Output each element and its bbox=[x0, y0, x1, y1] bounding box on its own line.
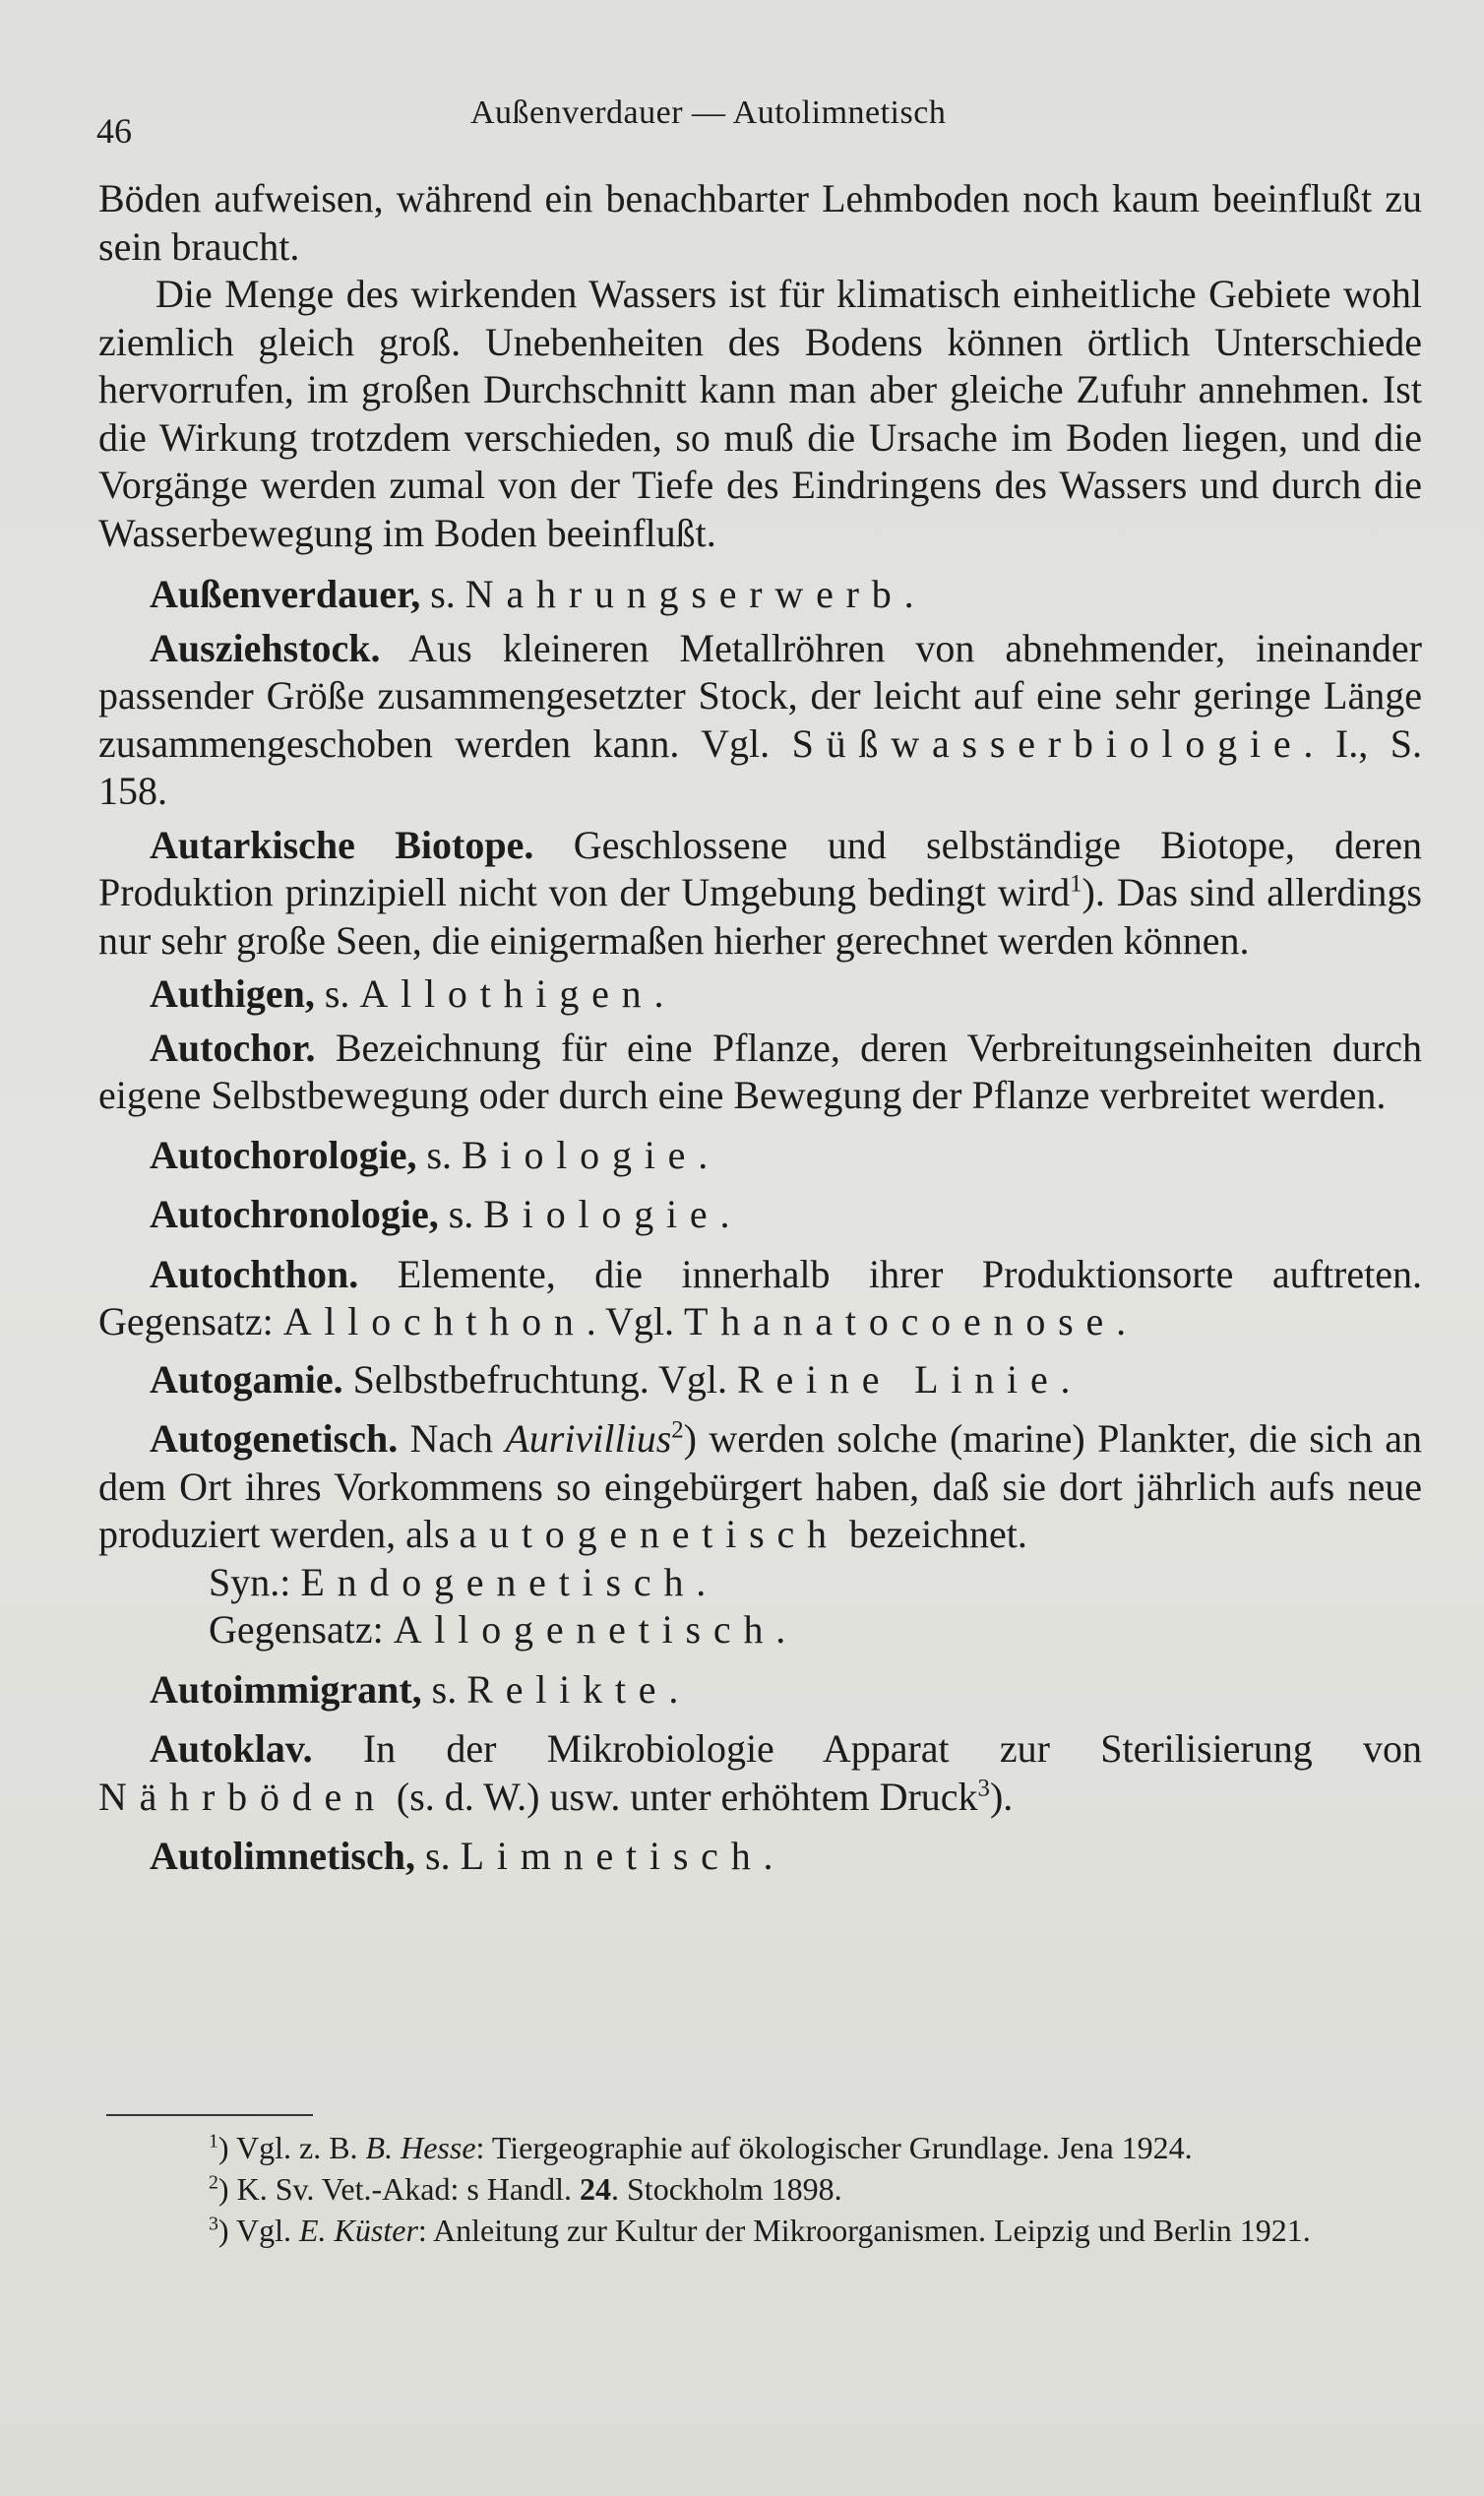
footnote-1 bbox=[98, 2130, 1422, 2165]
entry-authigen bbox=[98, 970, 1422, 1019]
entry-text: . Vgl. bbox=[586, 1299, 684, 1343]
footnote-number: 2 bbox=[209, 2171, 218, 2194]
volume-number: 24 bbox=[580, 2171, 611, 2207]
author-name: E. Küster bbox=[299, 2213, 418, 2248]
entry-autoklav bbox=[98, 1725, 1422, 1821]
entry-text: Elemente, die innerhalb ihrer Produktionsorte auftreten. Gegensatz: bbox=[98, 1251, 1422, 1343]
synonym-line bbox=[98, 1559, 1422, 1607]
entry-text: . bbox=[1116, 1299, 1127, 1343]
entry-autochor bbox=[98, 1025, 1422, 1120]
footnote-text: ) Vgl. bbox=[217, 2213, 299, 2248]
entry-autarkische-biotope bbox=[98, 822, 1422, 966]
entry-autogenetisch bbox=[98, 1415, 1422, 1559]
entry-text: . I., S. 158. bbox=[98, 720, 1422, 813]
entry-lemma: Autoklav. bbox=[150, 1726, 313, 1771]
footnote-number: 3 bbox=[209, 2213, 218, 2235]
entry-text: s. bbox=[438, 1192, 484, 1236]
entry-text: . bbox=[719, 1192, 730, 1236]
footnote-marker: 1 bbox=[1070, 870, 1082, 898]
entry-text: . bbox=[653, 971, 664, 1016]
footnote-marker: 2 bbox=[671, 1416, 684, 1444]
cross-reference: Biologie bbox=[462, 1132, 699, 1177]
page-header bbox=[96, 94, 1427, 151]
running-title: Außenverdauer — Autolimnetisch bbox=[470, 94, 947, 131]
entry-text: In der Mikrobiologie Apparat zur Sterilisierung von bbox=[312, 1726, 1422, 1771]
footnote-text: ) K. Sv. Vet.-Akad: s Handl. bbox=[217, 2171, 580, 2207]
entry-text: Bezeichnung für eine Pflanze, deren Verbreitungseinheiten durch eigene Selbstbewegung oder durch eine Bewegung der Pflanze verbreitet werden. bbox=[98, 1025, 1422, 1117]
entry-text: . bbox=[1060, 1356, 1071, 1402]
cross-reference: autogenetisch bbox=[459, 1512, 839, 1556]
entry-text: . bbox=[668, 1666, 679, 1712]
entry-text: s. bbox=[416, 1132, 463, 1177]
entry-text: bezeichnet. bbox=[838, 1512, 1027, 1556]
entry-lemma: Authigen, bbox=[150, 971, 315, 1016]
entry-text: s. bbox=[421, 1666, 467, 1712]
footnote-rule bbox=[106, 2114, 313, 2116]
entry-autogamie bbox=[98, 1356, 1422, 1404]
footnote-marker: 3 bbox=[977, 1775, 990, 1802]
author-name: Aurivillius bbox=[505, 1416, 672, 1461]
footnote-text: : Anleitung zur Kultur der Mikroorganismen. Leipzig und Berlin 1921. bbox=[417, 2213, 1311, 2248]
entry-text: s. bbox=[420, 572, 465, 616]
entry-text: Aus kleineren Metallröhren von abnehmender, ineinander passender Größe zusammengesetzter Stock, der leicht auf eine sehr geringe Länge zusammengeschoben werden kann. Vgl. bbox=[98, 625, 1422, 766]
entry-autochronologie bbox=[98, 1191, 1422, 1239]
footnote-number: 1 bbox=[209, 2130, 218, 2153]
entry-text: Nach bbox=[398, 1416, 506, 1461]
page-body bbox=[98, 175, 1422, 1881]
entry-lemma: Außenverdauer, bbox=[150, 572, 421, 616]
entry-text: ). Das sind allerdings nur sehr große Seen, die einigermaßen hierher gerechnet werden können. bbox=[98, 870, 1422, 963]
cross-reference: Allochthon bbox=[282, 1299, 587, 1343]
entry-text: . bbox=[903, 572, 914, 616]
entry-text: (s. d. W.) usw. unter erhöhtem Druck bbox=[386, 1774, 978, 1819]
entry-text: Selbstbefruchtung. Vgl. bbox=[342, 1356, 737, 1402]
page-number: 46 bbox=[96, 111, 132, 151]
cross-reference: Nahrungserwerb bbox=[464, 572, 904, 616]
antonym-line bbox=[98, 1606, 1422, 1654]
entry-text: ). bbox=[989, 1774, 1014, 1819]
footnote-3 bbox=[98, 2213, 1422, 2248]
cross-reference: Reine Linie bbox=[736, 1356, 1061, 1402]
footnote-text: ) Vgl. z. B. bbox=[217, 2130, 366, 2165]
entry-lemma: Autogamie. bbox=[150, 1356, 343, 1402]
entry-text: s. bbox=[415, 1834, 461, 1878]
entry-lemma: Autolimnetisch, bbox=[150, 1834, 415, 1878]
cross-reference: Limnetisch bbox=[460, 1834, 764, 1878]
entry-lemma: Autochorologie, bbox=[150, 1132, 417, 1177]
intro-paragraph-2: Die Menge des wirkenden Wassers ist für klimatisch einheitliche Gebiete wohl ziemlich gleich groß. Unebenheiten des Bodens können örtlich Unterschiede hervorrufen, im großen Durchschnitt kann man aber gleiche Zufuhr annehmen. Ist die Wirkung trotzdem verschieden, so muß die Ursache im Boden liegen, und die Vorgänge werden zumal von der Tiefe des Eindringens des Wassers und durch die Wasserbewegung im Boden beeinflußt. bbox=[98, 272, 1422, 555]
cross-reference: Relikte bbox=[466, 1666, 669, 1712]
entry-autolimnetisch bbox=[98, 1833, 1422, 1881]
cross-reference: Süßwasserbiologie bbox=[791, 720, 1304, 766]
entry-text: . bbox=[698, 1132, 709, 1177]
cross-reference: Endogenetisch bbox=[300, 1559, 697, 1604]
footnotes bbox=[98, 2114, 1422, 2254]
author-name: B. Hesse bbox=[365, 2130, 476, 2165]
entry-lemma: Autochor. bbox=[150, 1025, 316, 1070]
synonym-label: Syn.: bbox=[209, 1559, 301, 1604]
footnote-2 bbox=[98, 2171, 1422, 2207]
entry-text: . bbox=[775, 1607, 786, 1652]
entry-lemma: Autochronologie, bbox=[150, 1192, 439, 1236]
entry-autochthon bbox=[98, 1251, 1422, 1346]
cross-reference: Thanatocoenose bbox=[683, 1299, 1117, 1343]
cross-reference: Allothigen bbox=[359, 971, 654, 1016]
entry-text: . bbox=[763, 1834, 773, 1878]
entry-lemma: Autarkische Biotope. bbox=[150, 822, 534, 867]
entry-text: . bbox=[696, 1559, 707, 1604]
entry-autoimmigrant bbox=[98, 1666, 1422, 1715]
entry-lemma: Ausziehstock. bbox=[150, 625, 381, 670]
cross-reference: Nährböden bbox=[98, 1774, 387, 1819]
intro-paragraph-1: Böden aufweisen, während ein benachbarter Lehmboden noch kaum beeinflußt zu sein braucht. bbox=[98, 176, 1422, 269]
entry-aussenverdauer bbox=[98, 571, 1422, 619]
entry-lemma: Autoimmigrant, bbox=[150, 1666, 422, 1712]
antonym-label: Gegensatz: bbox=[209, 1607, 394, 1652]
entry-lemma: Autochthon. bbox=[150, 1251, 359, 1296]
entry-autochorologie bbox=[98, 1132, 1422, 1180]
entry-text: s. bbox=[314, 971, 360, 1016]
footnote-text: : Tiergeographie auf ökologischer Grundlage. Jena 1924. bbox=[475, 2130, 1193, 2165]
entry-text: Geschlossene und selbständige Biotope, deren Produktion prinzipiell nicht von der Umgebung bedingt wird bbox=[98, 822, 1422, 914]
entry-ausziehstock bbox=[98, 625, 1422, 816]
cross-reference: Biologie bbox=[483, 1192, 720, 1236]
entry-text: ) werden solche (marine) Plankter, die sich an dem Ort ihres Vorkommens so eingebürgert haben, daß sie dort jährlich aufs neue produziert werden, als bbox=[98, 1416, 1422, 1556]
cross-reference: Allogenetisch bbox=[393, 1607, 776, 1652]
entry-lemma: Autogenetisch. bbox=[150, 1416, 399, 1461]
footnote-text: . Stockholm 1898. bbox=[611, 2171, 842, 2207]
